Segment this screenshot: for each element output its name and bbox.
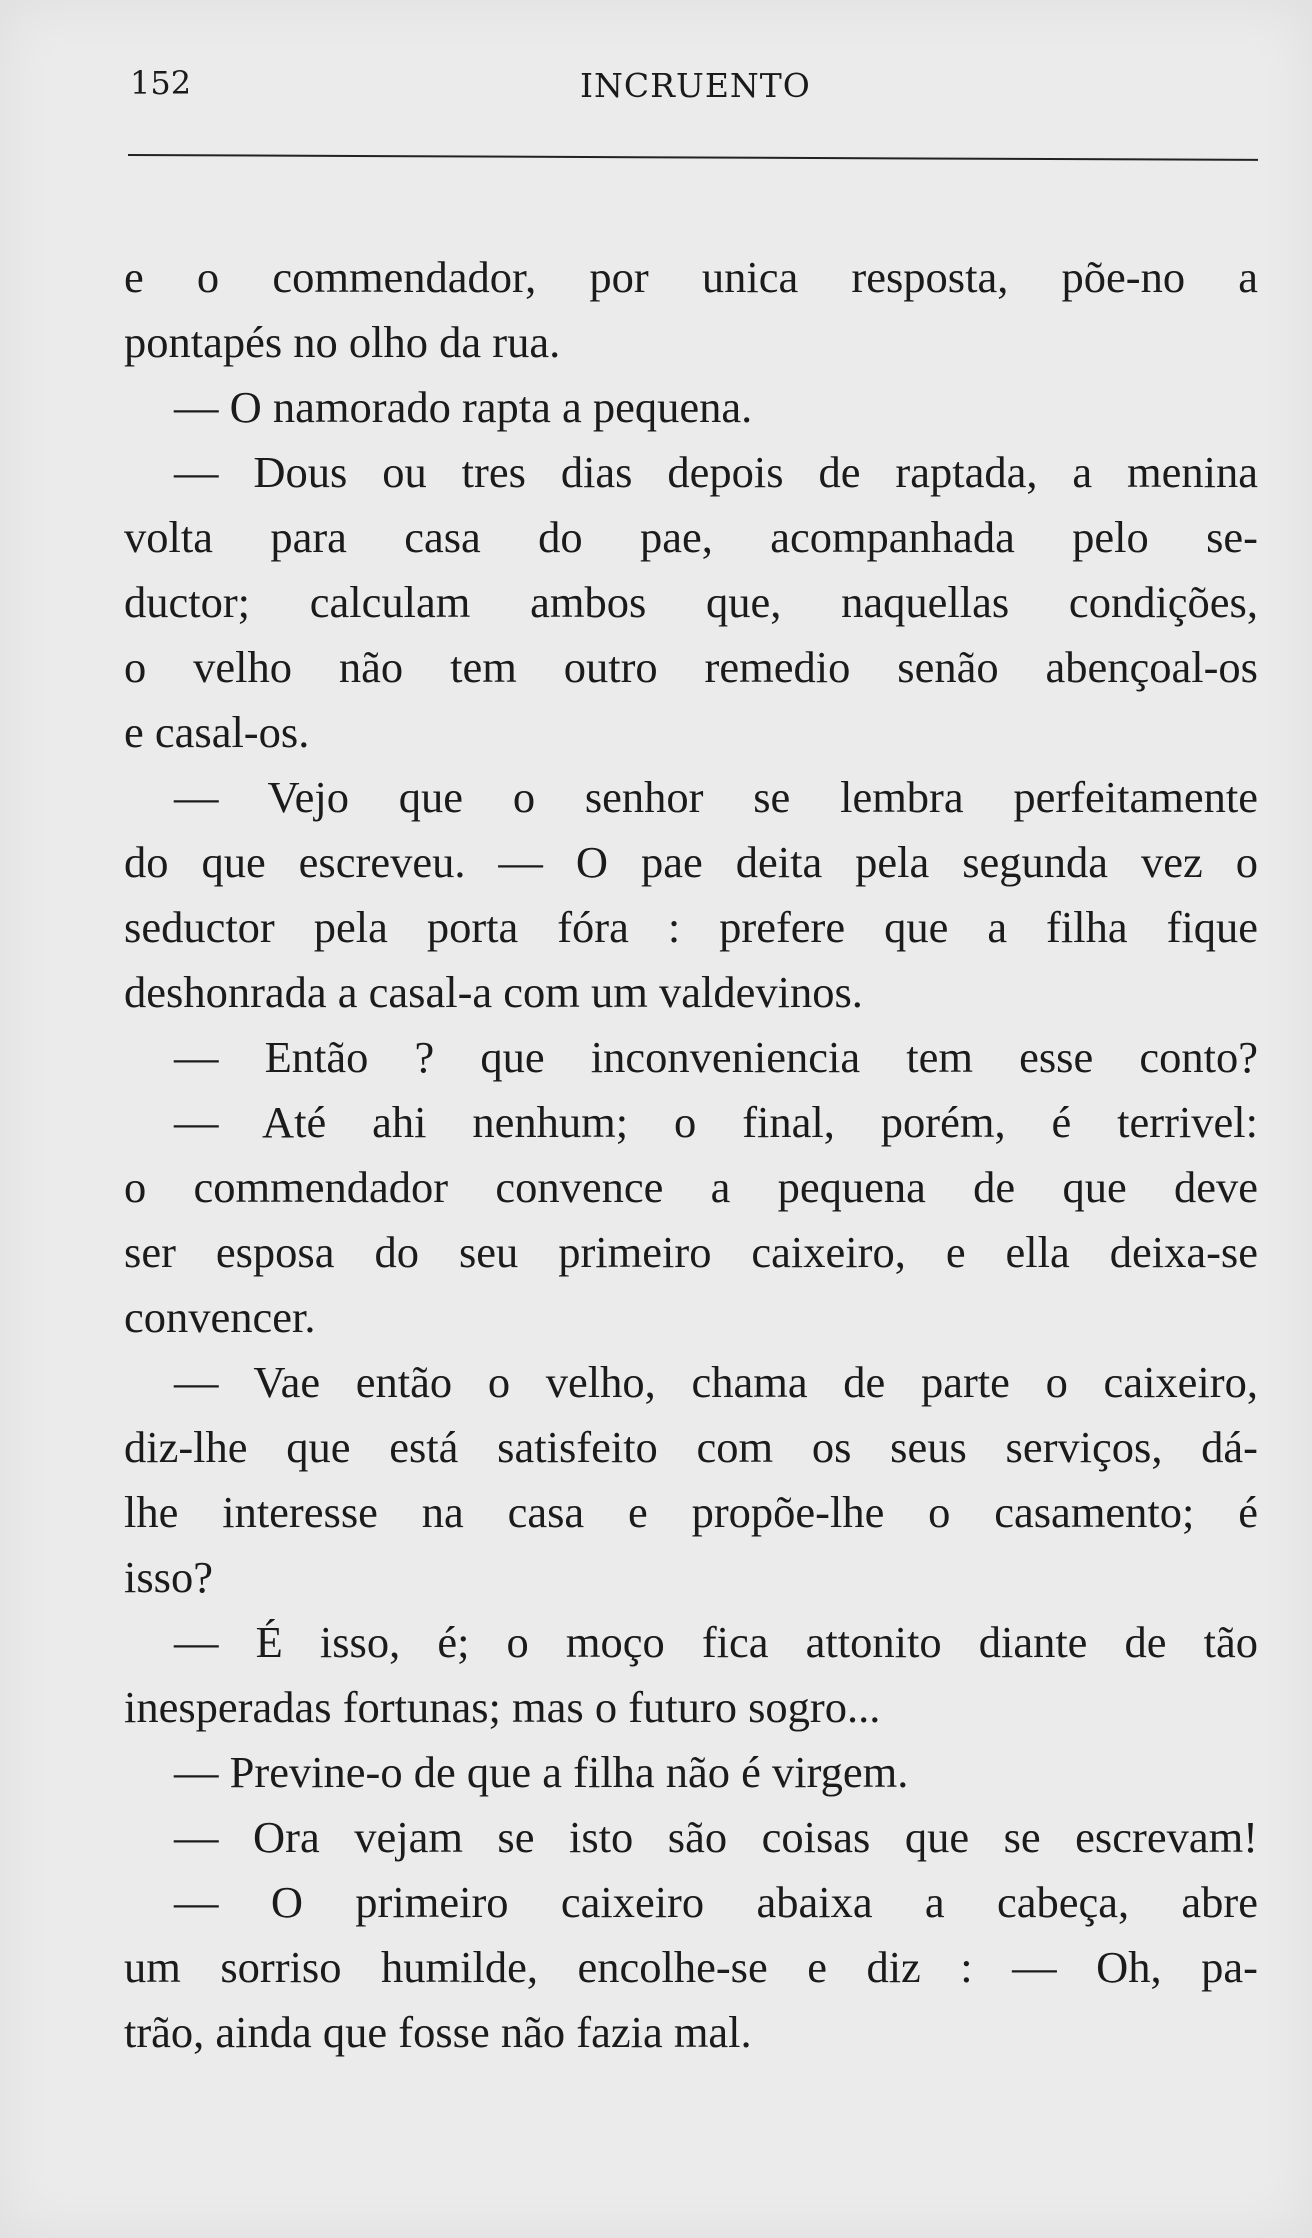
text-line: deshonrada a casal-a com um valdevinos. xyxy=(124,967,863,1017)
text-line: e o commendador, por unica resposta, põe-no a xyxy=(124,252,1258,302)
running-title: INCRUENTO xyxy=(580,66,811,105)
text-line: lhe interesse na casa e propõe-lhe o casamento; é xyxy=(124,1487,1258,1537)
text-line: — É isso, é; o moço fica attonito diante de tão xyxy=(174,1617,1258,1667)
page-number: 152 xyxy=(130,64,192,102)
text-line: diz-lhe que está satisfeito com os seus serviços, dá- xyxy=(124,1422,1258,1472)
text-line: — Até ahi nenhum; o final, porém, é terrivel: xyxy=(174,1097,1258,1147)
body-text xyxy=(124,245,1258,2065)
text-line: — Dous ou tres dias depois de raptada, a menina xyxy=(174,447,1258,497)
running-header xyxy=(125,58,1255,118)
text-line: pontapés no olho da rua. xyxy=(124,317,561,367)
text-line: ductor; calculam ambos que, naquellas condições, xyxy=(124,577,1258,627)
text-line: — O primeiro caixeiro abaixa a cabeça, abre xyxy=(174,1877,1258,1927)
text-line: — Previne-o de que a filha não é virgem. xyxy=(174,1747,909,1797)
text-line: o velho não tem outro remedio senão abençoal-os xyxy=(124,642,1258,692)
text-line: convencer. xyxy=(124,1292,316,1342)
text-line: — Vae então o velho, chama de parte o caixeiro, xyxy=(174,1357,1258,1407)
text-line: o commendador convence a pequena de que deve xyxy=(124,1162,1258,1212)
text-line: um sorriso humilde, encolhe-se e diz : — Oh, pa- xyxy=(124,1942,1258,1992)
text-line: e casal-os. xyxy=(124,707,310,757)
text-line: seductor pela porta fóra : prefere que a filha fique xyxy=(124,902,1258,952)
text-line: — Então ? que inconveniencia tem esse conto? xyxy=(174,1032,1258,1082)
text-line: inesperadas fortunas; mas o futuro sogro... xyxy=(124,1682,881,1732)
text-line: trão, ainda que fosse não fazia mal. xyxy=(124,2007,752,2057)
text-line: — O namorado rapta a pequena. xyxy=(174,382,753,432)
text-line: isso? xyxy=(124,1552,213,1602)
text-line: — Ora vejam se isto são coisas que se escrevam! xyxy=(174,1812,1258,1862)
text-line: do que escreveu. — O pae deita pela segunda vez o xyxy=(124,837,1258,887)
text-line: ser esposa do seu primeiro caixeiro, e ella deixa-se xyxy=(124,1227,1258,1277)
header-rule xyxy=(128,154,1258,161)
text-line: volta para casa do pae, acompanhada pelo se- xyxy=(124,512,1258,562)
text-line: — Vejo que o senhor se lembra perfeitamente xyxy=(174,772,1258,822)
